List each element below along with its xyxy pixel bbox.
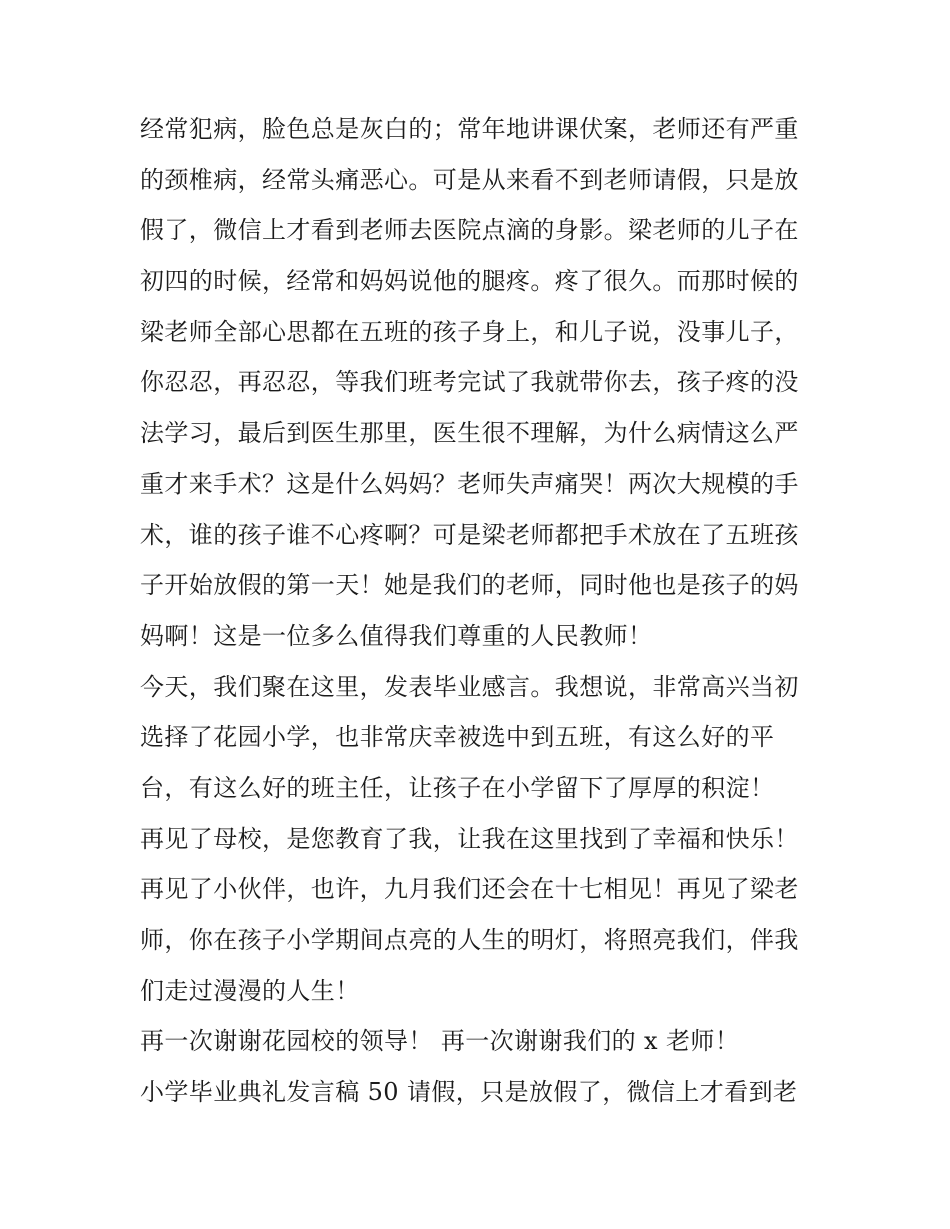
text-line: 小学毕业典礼发言稿 50 请假，只是放假了，微信上才看到老 [140,1078,798,1107]
document-body [140,104,820,1118]
text-line: 台，有这么好的班主任，让孩子在小学留下了厚厚的积淀！ [140,773,775,802]
text-line: 的颈椎病，经常头痛恶心。可是从来看不到老师请假，只是放 [140,165,799,194]
text-line: 假了，微信上才看到老师去医院点滴的身影。梁老师的儿子在 [140,216,799,245]
text-line: 选择了花园小学，也非常庆幸被选中到五班，有这么好的平 [140,723,775,752]
text-line: 初四的时候，经常和妈妈说他的腿疼。疼了很久。而那时候的 [140,267,799,296]
text-line: 再一次谢谢花园校的领导！ 再一次谢谢我们的 x 老师！ [140,1027,740,1056]
text-line: 妈啊！这是一位多么值得我们尊重的人民教师！ [140,621,653,650]
text-line: 师，你在孩子小学期间点亮的人生的明灯，将照亮我们，伴我 [140,926,799,954]
text-line: 经常犯病，脸色总是灰白的；常年地讲课伏案，老师还有严重 [140,115,799,143]
text-line: 法学习，最后到医生那里，医生很不理解，为什么病情这么严 [140,419,799,448]
text-line: 再见了母校，是您教育了我，让我在这里找到了幸福和快乐！ [140,824,799,853]
text-line: 子开始放假的第一天！她是我们的老师，同时他也是孩子的妈 [140,571,799,600]
text-line: 术，谁的孩子谁不心疼啊？可是梁老师都把手术放在了五班孩 [140,520,799,549]
text-line: 再见了小伙伴，也许，九月我们还会在十七相见！再见了梁老 [140,875,799,904]
text-line: 重才来手术？这是什么妈妈？老师失声痛哭！两次大规模的手 [140,469,799,498]
text-line: 今天，我们聚在这里，发表毕业感言。我想说，非常高兴当初 [140,672,799,701]
text-line: 你忍忍，再忍忍，等我们班考完试了我就带你去，孩子疼的没 [140,368,799,397]
text-line: 们走过漫漫的人生！ [140,976,360,1005]
text-line: 梁老师全部心思都在五班的孩子身上，和儿子说，没事儿子， [140,317,799,346]
